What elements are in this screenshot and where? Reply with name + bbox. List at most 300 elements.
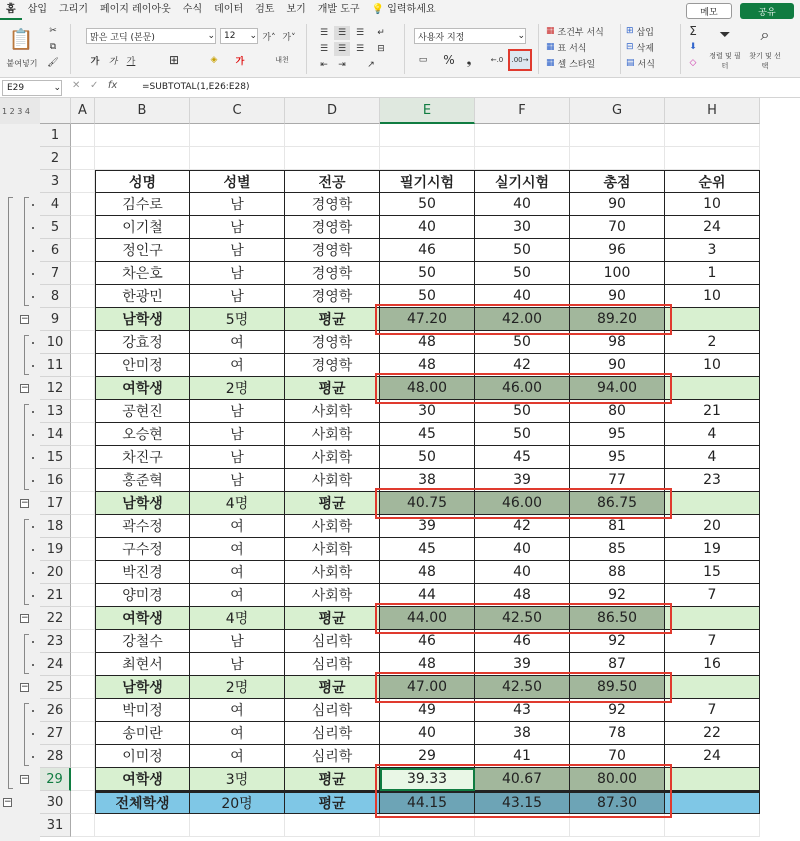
cell[interactable]: 최현서	[95, 653, 190, 676]
cell[interactable]: 10	[665, 193, 760, 216]
cell[interactable]	[285, 124, 380, 147]
cell[interactable]: 강철수	[95, 630, 190, 653]
enter-icon[interactable]: ✓	[89, 80, 99, 91]
format-painter-icon[interactable]: 🖌	[47, 58, 59, 68]
cell[interactable]	[665, 607, 760, 630]
cell[interactable]: 98	[570, 331, 665, 354]
cell[interactable]: 3명	[190, 768, 285, 791]
paste-icon[interactable]: 📋	[8, 27, 34, 51]
cell[interactable]: 순위	[665, 170, 760, 193]
cell[interactable]	[95, 124, 190, 147]
cell[interactable]: 29	[380, 745, 475, 768]
cell[interactable]	[95, 814, 190, 837]
merge-icon[interactable]: ⊟	[377, 44, 385, 54]
cell[interactable]: 양미경	[95, 584, 190, 607]
cell[interactable]: 47.20	[380, 308, 475, 331]
row-header[interactable]: 3	[40, 170, 71, 193]
cell[interactable]	[570, 124, 665, 147]
cell[interactable]: 여학생	[95, 768, 190, 791]
cell-style-button[interactable]: ▦ 셀 스타일	[546, 58, 596, 70]
cell[interactable]: 남	[190, 630, 285, 653]
cell[interactable]: 남	[190, 239, 285, 262]
cell[interactable]: 30	[380, 400, 475, 423]
cell[interactable]	[285, 147, 380, 170]
cell[interactable]: 48	[380, 331, 475, 354]
cell[interactable]: 남학생	[95, 308, 190, 331]
column-header[interactable]: C	[190, 98, 285, 124]
row-header[interactable]: 18	[40, 515, 71, 538]
cell[interactable]: 15	[665, 561, 760, 584]
cell[interactable]	[71, 791, 95, 814]
cell[interactable]: 사회학	[285, 538, 380, 561]
cell[interactable]	[71, 722, 95, 745]
cell[interactable]: 88	[570, 561, 665, 584]
row-header[interactable]: 22	[40, 607, 71, 630]
column-header[interactable]: A	[71, 98, 95, 124]
menu-item[interactable]: 그리기	[59, 4, 88, 15]
cell[interactable]: 여	[190, 699, 285, 722]
cell[interactable]: 24	[665, 216, 760, 239]
menu-item[interactable]: 페이지 레이아웃	[99, 4, 171, 15]
row-header[interactable]: 2	[40, 147, 71, 170]
cell[interactable]: 사회학	[285, 469, 380, 492]
row-header[interactable]: 19	[40, 538, 71, 561]
insert-cells-button[interactable]: ⊞ 삽입	[626, 26, 654, 38]
cell[interactable]: 40	[475, 538, 570, 561]
cell[interactable]	[71, 354, 95, 377]
cell[interactable]: 심리학	[285, 722, 380, 745]
cell[interactable]: 7	[665, 584, 760, 607]
cell[interactable]: 차은호	[95, 262, 190, 285]
cell[interactable]: 곽수정	[95, 515, 190, 538]
cell[interactable]: 40.67	[475, 768, 570, 791]
orientation-icon[interactable]: ↗	[367, 60, 375, 70]
cell[interactable]	[71, 308, 95, 331]
cell[interactable]: 평균	[285, 676, 380, 699]
cell[interactable]	[71, 147, 95, 170]
cell[interactable]: 86.50	[570, 607, 665, 630]
menu-item[interactable]: 삽입	[27, 4, 47, 15]
row-header[interactable]: 29	[40, 768, 71, 791]
cell[interactable]	[71, 124, 95, 147]
cell[interactable]	[71, 607, 95, 630]
select-all-corner[interactable]	[40, 98, 71, 124]
cell[interactable]: 남	[190, 400, 285, 423]
cell[interactable]: 성명	[95, 170, 190, 193]
cell[interactable]: 정인구	[95, 239, 190, 262]
cell[interactable]: 89.20	[570, 308, 665, 331]
cell[interactable]: 남학생	[95, 492, 190, 515]
cell[interactable]: 4	[665, 446, 760, 469]
cell[interactable]: 90	[570, 193, 665, 216]
cell[interactable]	[71, 515, 95, 538]
cell[interactable]: 평균	[285, 308, 380, 331]
column-header[interactable]: B	[95, 98, 190, 124]
collapse-group-icon[interactable]: −	[21, 774, 29, 784]
cell[interactable]: 여	[190, 722, 285, 745]
cell[interactable]	[71, 699, 95, 722]
cell[interactable]: 남	[190, 446, 285, 469]
cell[interactable]: 86.75	[570, 492, 665, 515]
fx-icon[interactable]: fx	[107, 80, 118, 91]
table-format-button[interactable]: ▦ 표 서식	[546, 42, 587, 54]
font-size-select[interactable]: 12 ⌄	[220, 28, 258, 44]
cell[interactable]	[665, 308, 760, 331]
cell[interactable]: 7	[665, 630, 760, 653]
menu-item[interactable]: 홈	[0, 1, 22, 20]
cell[interactable]: 심리학	[285, 699, 380, 722]
column-header[interactable]: H	[665, 98, 760, 124]
cell[interactable]	[190, 147, 285, 170]
cell[interactable]: 평균	[285, 607, 380, 630]
cell[interactable]: 50	[380, 262, 475, 285]
cell[interactable]: 김수로	[95, 193, 190, 216]
cell[interactable]: 43.15	[475, 791, 570, 814]
align-right-icon[interactable]: ☰	[355, 44, 365, 54]
cell[interactable]: 85	[570, 538, 665, 561]
cell[interactable]: 여	[190, 584, 285, 607]
cell[interactable]: 40	[380, 722, 475, 745]
border-icon[interactable]: ⊞	[168, 53, 180, 67]
font-name-select[interactable]: 맑은 고딕 (본문) ⌄	[86, 28, 216, 44]
cell[interactable]: 총점	[570, 170, 665, 193]
cell[interactable]: 50	[475, 262, 570, 285]
cell[interactable]: 45	[380, 423, 475, 446]
cell[interactable]	[665, 768, 760, 791]
menu-item[interactable]: 보기	[286, 4, 306, 15]
outline-levels[interactable]: 1 2 3 4	[0, 98, 40, 124]
font-shrink-icon[interactable]: 가˅	[282, 32, 296, 43]
cell[interactable]: 경영학	[285, 216, 380, 239]
align-top-icon[interactable]: ☰	[319, 28, 329, 38]
cell[interactable]: 50	[380, 193, 475, 216]
cell[interactable]: 20	[665, 515, 760, 538]
cell[interactable]: 49	[380, 699, 475, 722]
sort-filter-button[interactable]: 정렬 및 필터	[709, 52, 741, 70]
cell[interactable]	[71, 630, 95, 653]
fill-color-icon[interactable]: ◈	[210, 55, 218, 65]
cell[interactable]: 70	[570, 216, 665, 239]
cell[interactable]: 96	[570, 239, 665, 262]
collapse-group-icon[interactable]: −	[21, 314, 29, 324]
cell[interactable]	[380, 124, 475, 147]
cell[interactable]	[380, 814, 475, 837]
cell[interactable]	[71, 331, 95, 354]
cell[interactable]: 여학생	[95, 607, 190, 630]
cell[interactable]: 평균	[285, 768, 380, 791]
row-header[interactable]: 26	[40, 699, 71, 722]
cell[interactable]: 남	[190, 216, 285, 239]
cell[interactable]: 경영학	[285, 354, 380, 377]
cell[interactable]: 남	[190, 262, 285, 285]
cell[interactable]: 44.00	[380, 607, 475, 630]
cell[interactable]: 41	[475, 745, 570, 768]
cell[interactable]: 강효정	[95, 331, 190, 354]
cell[interactable]: 박진경	[95, 561, 190, 584]
cell[interactable]: 여학생	[95, 377, 190, 400]
cell[interactable]: 4명	[190, 607, 285, 630]
row-header[interactable]: 30	[40, 791, 71, 814]
cell[interactable]: 구수정	[95, 538, 190, 561]
cell[interactable]: 50	[475, 331, 570, 354]
italic-icon[interactable]: 가	[108, 56, 118, 67]
cell[interactable]: 92	[570, 584, 665, 607]
cell[interactable]: 95	[570, 446, 665, 469]
cell[interactable]: 40	[475, 285, 570, 308]
cell[interactable]: 80.00	[570, 768, 665, 791]
row-header[interactable]: 13	[40, 400, 71, 423]
cell[interactable]: 경영학	[285, 331, 380, 354]
cell[interactable]	[71, 584, 95, 607]
column-header[interactable]: G	[570, 98, 665, 124]
cell[interactable]: 87	[570, 653, 665, 676]
cut-icon[interactable]: ✂	[49, 26, 57, 36]
cell[interactable]: 남	[190, 193, 285, 216]
cell[interactable]	[665, 814, 760, 837]
row-header[interactable]: 7	[40, 262, 71, 285]
cell[interactable]: 45	[380, 538, 475, 561]
cell[interactable]: 50	[380, 446, 475, 469]
cell[interactable]: 87.30	[570, 791, 665, 814]
menu-item[interactable]: 수식	[182, 4, 203, 15]
align-center-icon[interactable]: ☰	[334, 42, 350, 56]
cell[interactable]: 사회학	[285, 446, 380, 469]
cell[interactable]: 경영학	[285, 285, 380, 308]
cell[interactable]	[71, 216, 95, 239]
cell[interactable]: 전공	[285, 170, 380, 193]
cell[interactable]: 전체학생	[95, 791, 190, 814]
cell[interactable]: 80	[570, 400, 665, 423]
cell[interactable]	[475, 147, 570, 170]
percent-icon[interactable]: %	[443, 53, 455, 67]
cell[interactable]	[71, 492, 95, 515]
row-header[interactable]: 23	[40, 630, 71, 653]
row-header[interactable]: 24	[40, 653, 71, 676]
cell[interactable]	[71, 170, 95, 193]
align-bottom-icon[interactable]: ☰	[355, 28, 365, 38]
cell[interactable]: 22	[665, 722, 760, 745]
cell[interactable]: 50	[380, 285, 475, 308]
collapse-group-icon[interactable]: −	[4, 797, 12, 807]
row-header[interactable]: 1	[40, 124, 71, 147]
row-header[interactable]: 20	[40, 561, 71, 584]
cell[interactable]: 46.00	[475, 492, 570, 515]
cell[interactable]: 19	[665, 538, 760, 561]
search-icon[interactable]: ⌕	[760, 25, 770, 44]
clear-icon[interactable]: ◇	[689, 58, 697, 68]
cell[interactable]: 42	[475, 354, 570, 377]
underline-icon[interactable]: 가	[126, 56, 136, 67]
cell[interactable]	[71, 768, 95, 791]
cell[interactable]: 89.50	[570, 676, 665, 699]
cell[interactable]: 여	[190, 331, 285, 354]
cell[interactable]: 필기시험	[380, 170, 475, 193]
cell[interactable]: 46	[475, 630, 570, 653]
row-header[interactable]: 31	[40, 814, 71, 837]
formula-input[interactable]: =SUBTOTAL(1,E26:E28)	[142, 82, 250, 92]
cell[interactable]: 남	[190, 469, 285, 492]
cell[interactable]: 48	[380, 561, 475, 584]
cell[interactable]: 42.50	[475, 676, 570, 699]
cell[interactable]	[71, 423, 95, 446]
cell[interactable]	[71, 285, 95, 308]
cell[interactable]: 48	[380, 354, 475, 377]
cell[interactable]	[190, 124, 285, 147]
fill-icon[interactable]: ⬇	[689, 42, 697, 52]
cell[interactable]: 사회학	[285, 584, 380, 607]
cell[interactable]: 90	[570, 354, 665, 377]
cell[interactable]: 20명	[190, 791, 285, 814]
cell[interactable]: 이기철	[95, 216, 190, 239]
cell[interactable]: 송미란	[95, 722, 190, 745]
cell[interactable]: 홍준혁	[95, 469, 190, 492]
collapse-group-icon[interactable]: −	[21, 613, 29, 623]
column-header[interactable]: D	[285, 98, 380, 124]
cell[interactable]	[71, 814, 95, 837]
memo-button[interactable]: 메모	[686, 3, 732, 19]
cell[interactable]: 여	[190, 515, 285, 538]
cell[interactable]: 16	[665, 653, 760, 676]
cell[interactable]	[71, 676, 95, 699]
cell[interactable]: 1	[665, 262, 760, 285]
cell[interactable]: 39	[475, 469, 570, 492]
column-header[interactable]: F	[475, 98, 570, 124]
cell[interactable]: 43	[475, 699, 570, 722]
find-select-button[interactable]: 찾기 및 선택	[749, 52, 781, 70]
share-button[interactable]: 공유	[740, 3, 794, 19]
align-left-icon[interactable]: ☰	[319, 44, 329, 54]
cell[interactable]: 남	[190, 653, 285, 676]
cell[interactable]	[95, 147, 190, 170]
cell[interactable]: 45	[475, 446, 570, 469]
cell[interactable]: 40	[475, 561, 570, 584]
cell[interactable]: 여	[190, 354, 285, 377]
row-header[interactable]: 4	[40, 193, 71, 216]
cell[interactable]: 44.15	[380, 791, 475, 814]
cell[interactable]	[380, 147, 475, 170]
cell[interactable]: 이미정	[95, 745, 190, 768]
cell[interactable]	[71, 745, 95, 768]
cell[interactable]: 한광민	[95, 285, 190, 308]
row-header[interactable]: 12	[40, 377, 71, 400]
cell[interactable]: 50	[475, 423, 570, 446]
cell[interactable]: 남학생	[95, 676, 190, 699]
row-header[interactable]: 15	[40, 446, 71, 469]
name-box[interactable]: E29 ⌄	[2, 80, 62, 96]
cell[interactable]: 50	[475, 400, 570, 423]
comma-icon[interactable]: ❟	[466, 52, 472, 67]
cell[interactable]	[665, 791, 760, 814]
font-color-icon[interactable]: 가	[235, 56, 245, 67]
cell[interactable]: 사회학	[285, 400, 380, 423]
cell[interactable]: 100	[570, 262, 665, 285]
cell[interactable]	[665, 676, 760, 699]
indent-decrease-icon[interactable]: ⇤	[320, 60, 328, 70]
cell[interactable]: 여	[190, 538, 285, 561]
row-header[interactable]: 14	[40, 423, 71, 446]
menu-item[interactable]: 검토	[255, 4, 275, 15]
phonetic-icon[interactable]: 내천	[275, 56, 289, 64]
cell[interactable]: 성별	[190, 170, 285, 193]
cell[interactable]: 2명	[190, 676, 285, 699]
cell[interactable]	[665, 377, 760, 400]
font-grow-icon[interactable]: 가˄	[262, 32, 276, 43]
row-header[interactable]: 28	[40, 745, 71, 768]
cell[interactable]: 2	[665, 331, 760, 354]
row-header[interactable]: 11	[40, 354, 71, 377]
cell[interactable]: 95	[570, 423, 665, 446]
cell[interactable]: 오승현	[95, 423, 190, 446]
cell[interactable]	[71, 561, 95, 584]
row-header[interactable]: 6	[40, 239, 71, 262]
cell[interactable]: 남	[190, 423, 285, 446]
cell[interactable]	[285, 814, 380, 837]
cell[interactable]	[665, 124, 760, 147]
delete-cells-button[interactable]: ⊟ 삭제	[626, 42, 654, 54]
accounting-icon[interactable]: ▭	[418, 55, 428, 65]
number-format-select[interactable]: 사용자 지정 ⌄	[414, 28, 526, 44]
menu-item[interactable]: 데이터	[214, 4, 244, 15]
cell[interactable]: 5명	[190, 308, 285, 331]
cell[interactable]: 23	[665, 469, 760, 492]
cell[interactable]: 10	[665, 285, 760, 308]
cell[interactable]	[570, 147, 665, 170]
cell[interactable]: 48.00	[380, 377, 475, 400]
cell[interactable]: 42.50	[475, 607, 570, 630]
cell[interactable]: 70	[570, 745, 665, 768]
sort-filter-icon[interactable]: ⏷	[719, 27, 731, 43]
cell[interactable]: 39	[475, 653, 570, 676]
cell[interactable]: 40.75	[380, 492, 475, 515]
cell[interactable]	[475, 124, 570, 147]
autosum-icon[interactable]: Σ	[689, 24, 697, 38]
cell[interactable]: 심리학	[285, 630, 380, 653]
cell[interactable]	[71, 538, 95, 561]
cell[interactable]: 박미정	[95, 699, 190, 722]
row-header[interactable]: 21	[40, 584, 71, 607]
cell[interactable]: 심리학	[285, 745, 380, 768]
row-header[interactable]: 10	[40, 331, 71, 354]
column-header[interactable]: E	[380, 98, 475, 124]
cell[interactable]: 90	[570, 285, 665, 308]
cell[interactable]: 공현진	[95, 400, 190, 423]
decrease-decimal-button[interactable]: .00→	[508, 49, 532, 71]
cell[interactable]: 39	[380, 515, 475, 538]
menu-item[interactable]: 💡 입력하세요	[371, 4, 436, 15]
cell[interactable]: 42	[475, 515, 570, 538]
cell[interactable]: 92	[570, 699, 665, 722]
cell[interactable]: 48	[475, 584, 570, 607]
cell[interactable]	[190, 814, 285, 837]
collapse-group-icon[interactable]: −	[21, 383, 29, 393]
indent-increase-icon[interactable]: ⇥	[338, 60, 346, 70]
cell[interactable]: 경영학	[285, 193, 380, 216]
collapse-group-icon[interactable]: −	[21, 498, 29, 508]
collapse-group-icon[interactable]: −	[21, 682, 29, 692]
wrap-text-icon[interactable]: ↵	[377, 28, 385, 38]
cell[interactable]	[71, 193, 95, 216]
cell[interactable]: 21	[665, 400, 760, 423]
cell[interactable]	[71, 377, 95, 400]
cell[interactable]	[71, 239, 95, 262]
menu-item[interactable]: 개발 도구	[317, 4, 360, 15]
cell[interactable]: 38	[475, 722, 570, 745]
cell[interactable]: 40	[475, 193, 570, 216]
cell[interactable]: 2명	[190, 377, 285, 400]
cell[interactable]: 차진구	[95, 446, 190, 469]
cancel-icon[interactable]: ✕	[72, 80, 81, 91]
cell[interactable]: 평균	[285, 492, 380, 515]
